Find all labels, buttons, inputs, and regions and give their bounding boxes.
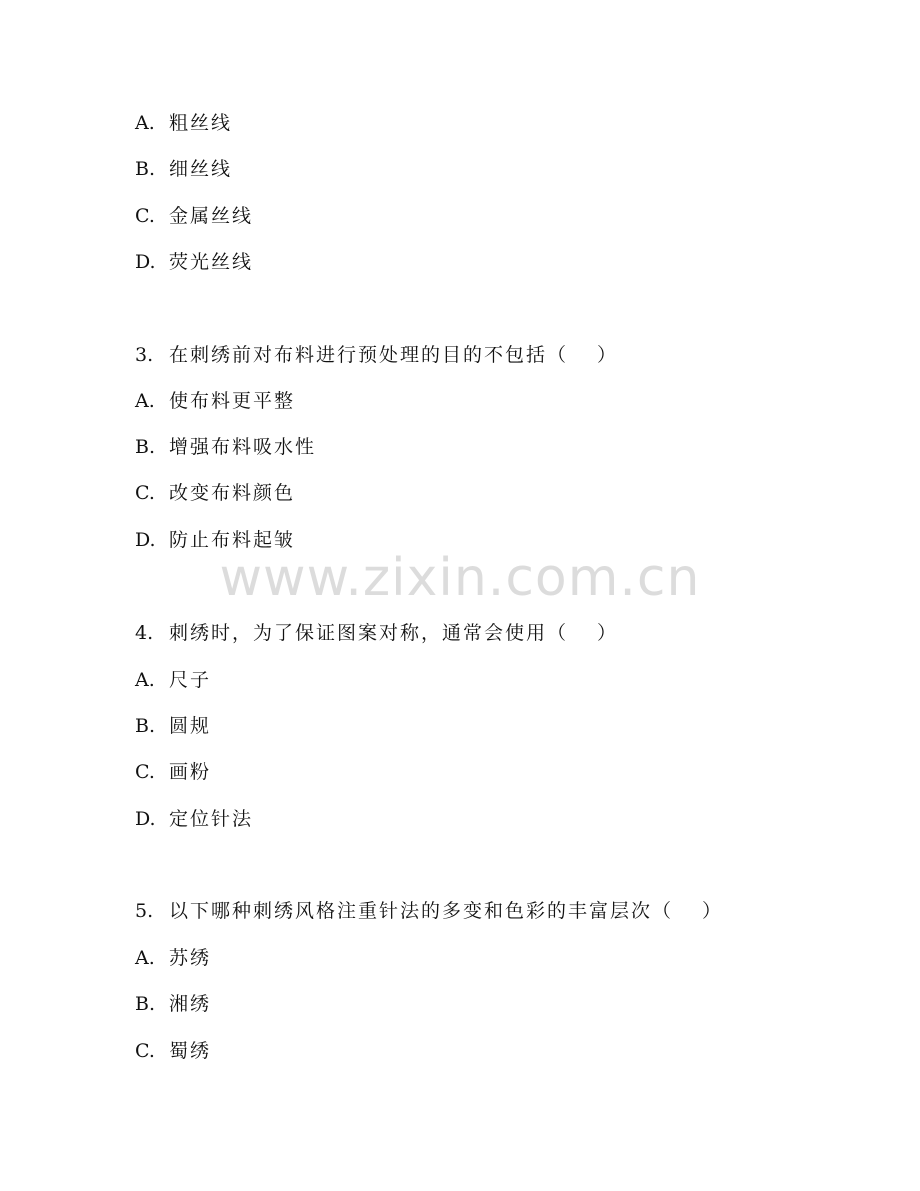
option-letter: A. <box>135 669 155 691</box>
option-c <box>135 760 211 784</box>
option-a <box>135 668 211 692</box>
option-letter: B. <box>135 158 156 180</box>
option-text: 防止布料起皱 <box>169 529 296 551</box>
option-letter: D. <box>135 808 156 830</box>
option-letter: B. <box>135 436 156 458</box>
option-c <box>135 481 295 505</box>
option-letter: B. <box>135 993 156 1015</box>
option-b <box>135 435 316 459</box>
option-letter: A. <box>135 390 155 412</box>
option-letter: C. <box>135 1040 155 1062</box>
option-text: 湘绣 <box>169 993 212 1015</box>
option-a <box>135 946 211 970</box>
option-text: 苏绣 <box>169 947 212 969</box>
option-b <box>135 157 232 181</box>
option-letter: C. <box>135 482 155 504</box>
option-d <box>135 250 253 274</box>
option-c <box>135 204 253 228</box>
option-text: 画粉 <box>169 761 212 783</box>
question-text: 刺绣时，为了保证图案对称，通常会使用（ ） <box>169 622 619 644</box>
question-text: 以下哪种刺绣风格注重针法的多变和色彩的丰富层次（ ） <box>169 900 724 922</box>
option-d <box>135 807 253 831</box>
option-letter: B. <box>135 715 156 737</box>
option-letter: D. <box>135 251 156 273</box>
option-text: 细丝线 <box>169 158 233 180</box>
question-number: 5. <box>135 900 154 922</box>
question-3 <box>135 343 618 367</box>
option-text: 蜀绣 <box>169 1040 212 1062</box>
option-text: 使布料更平整 <box>169 390 296 412</box>
option-c <box>135 1039 211 1063</box>
option-letter: A. <box>135 947 155 969</box>
option-text: 定位针法 <box>169 808 254 830</box>
option-text: 圆规 <box>169 715 212 737</box>
question-5 <box>135 899 723 923</box>
question-text: 在刺绣前对布料进行预处理的目的不包括（ ） <box>169 344 619 366</box>
option-text: 尺子 <box>169 669 212 691</box>
option-text: 改变布料颜色 <box>169 482 296 504</box>
option-b <box>135 992 211 1016</box>
question-4 <box>135 621 618 645</box>
option-b <box>135 714 211 738</box>
option-letter: C. <box>135 205 155 227</box>
watermark: www.zixin.com.cn <box>219 548 701 608</box>
option-text: 荧光丝线 <box>169 251 254 273</box>
question-number: 4. <box>135 622 154 644</box>
option-a <box>135 389 295 413</box>
option-text: 粗丝线 <box>169 112 233 134</box>
option-a <box>135 111 232 135</box>
option-text: 金属丝线 <box>169 205 254 227</box>
option-letter: D. <box>135 529 156 551</box>
option-text: 增强布料吸水性 <box>169 436 317 458</box>
option-letter: C. <box>135 761 155 783</box>
option-letter: A. <box>135 112 155 134</box>
question-number: 3. <box>135 344 154 366</box>
